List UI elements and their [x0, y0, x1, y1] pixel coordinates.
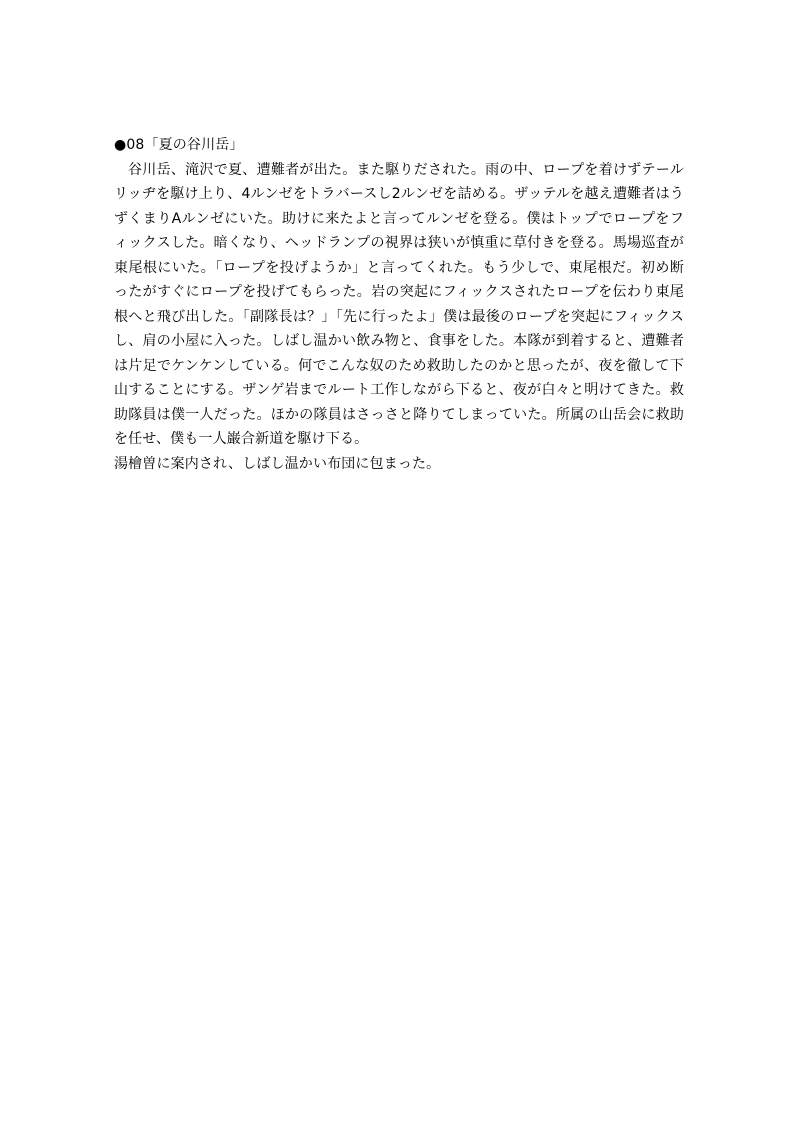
document-body [114, 133, 684, 476]
section-heading: ●08「夏の谷川岳」 [114, 137, 244, 153]
closing-line: 湯檜曽に案内され、しばし温かい布団に包まった。 [114, 455, 441, 472]
body-paragraph: 谷川岳、滝沢で夏、遭難者が出た。また駆りだされた。雨の中、ロープを着けずテールリッヂを駆け上り、4ルンゼをトラバースし2ルンゼを詰める。ザッテルを越え遭難者はうずくまりAルンゼにいた。助けに来たよと言ってルンゼを登る。僕はトップでロープをフィックスした。暗くなり、ヘッドランプの視界は狭いが慎重に草付きを登る。馬場巡査が東尾根にいた。「ロープを投げようか」と言ってくれた。もう少しで、東尾根だ。初め断ったがすぐにロープを投げてもらった。岩の突起にフィックスされたロープを伝わり東尾根へと飛び出した。「副隊長は？」「先に行ったよ」僕は最後のロープを突起にフィックスし、肩の小屋に入った。しばし温かい飲み物と、食事をした。本隊が到着すると、遭難者は片足でケンケンしている。何でこんな奴のため救助したのかと思ったが、夜を徹して下山することにする。ザンゲ岩までルート工作しながら下ると、夜が白々と明けてきた。救助隊員は僕一人だった。ほかの隊員はさっさと降りてしまっていた。所属の山岳会に救助を任せ、僕も一人巌合新道を駆け下る。 [114, 161, 684, 447]
